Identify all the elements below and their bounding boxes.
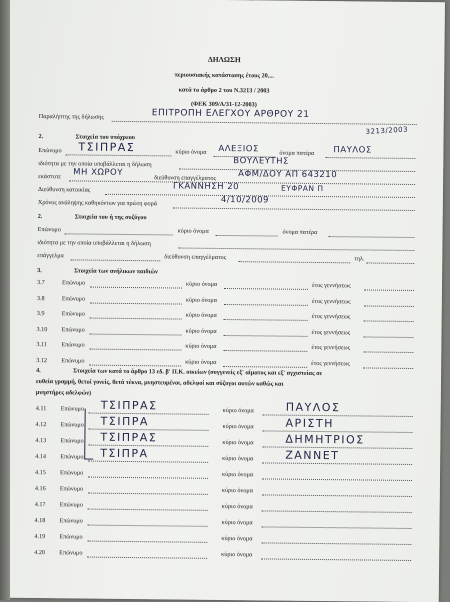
- spouse-job-label: επάγγελμα: [37, 252, 64, 260]
- spouse-job-address-field[interactable]: [238, 261, 350, 263]
- relative-name-field[interactable]: [262, 462, 412, 465]
- father-label: όνομα πατέρα: [279, 149, 315, 157]
- relative-surname-field[interactable]: [88, 477, 208, 479]
- child-row-number: 3.12: [36, 356, 48, 364]
- child-birth-year-label: έτος γεννήσεως: [311, 343, 351, 352]
- spouse-name-label: κύριο όνομα: [177, 227, 209, 235]
- recipient-handwritten: ΕΠΙΤΡΟΠΗ ΕΛΕΓΧΟΥ ΑΡΘΡΟΥ 21: [151, 108, 310, 120]
- employer-field[interactable]: [69, 180, 415, 185]
- section-title-taxpayer: Στοιχεία του υπόχρεου: [75, 133, 136, 142]
- child-name-label: κύριο όνομα: [185, 327, 217, 335]
- child-name-label: κύριο όνομα: [185, 280, 218, 288]
- child-row-number: 3.9: [36, 310, 45, 318]
- name-label: κύριο όνομα: [175, 148, 207, 156]
- child-birth-year-field[interactable]: [364, 320, 414, 322]
- start-year-label: Χρόνος ανάληψης καθηκόντων για πρώτη φορά: [37, 199, 158, 208]
- relative-name-label: κύριο όνομα: [222, 406, 254, 415]
- child-surname-label: Επώνυμο: [61, 294, 86, 303]
- relative-row-number: 4.17: [34, 501, 46, 509]
- spouse-capacity-field[interactable]: [178, 248, 414, 251]
- relative-name-label: κύριο όνομα: [221, 502, 253, 511]
- relative-row-number: 4.12: [35, 421, 47, 429]
- spouse-capacity-label: ιδιότητα με την οποία υποβάλλεται η δήλωση: [37, 239, 151, 248]
- relative-name-field[interactable]: [262, 510, 412, 513]
- child-birth-year-field[interactable]: [364, 289, 414, 291]
- child-name-field[interactable]: [223, 350, 307, 352]
- child-surname-label: Επώνυμο: [61, 325, 85, 334]
- child-surname-field[interactable]: [89, 333, 181, 335]
- relative-surname-label: Επώνυμο: [60, 453, 84, 461]
- start-year-handwritten: 4/10/2009: [220, 194, 270, 206]
- child-surname-field[interactable]: [90, 318, 182, 320]
- spouse-father-label: όνομα πατέρα: [282, 228, 318, 236]
- relative-name-handwritten: ΖΑΝΝΕΤ: [285, 448, 340, 463]
- relative-name-label: κύριο όνομα: [222, 422, 254, 431]
- child-birth-year-label: έτος γεννήσεως: [311, 328, 351, 336]
- section-title-spouse: Στοιχεία του ή της συζύγου: [74, 213, 147, 222]
- form-subtitle-gazette: (ΦΕΚ 309/Α/31-12-2003): [190, 100, 257, 109]
- relative-surname-field[interactable]: [87, 525, 207, 527]
- section-number: 4.: [36, 367, 41, 375]
- child-surname-field[interactable]: [90, 287, 182, 289]
- child-birth-year-label: έτος γεννήσεως: [311, 281, 351, 290]
- child-name-label: κύριο όνομα: [185, 358, 217, 366]
- section-title-relatives-2: ευθεία γραμμή, θετοί γονείς, θετά τέκνα, μνηστευμένοι, αδελφοί και σύζυγοι αυτών καθώς και: [35, 378, 284, 388]
- relative-surname-label: Επώνυμο: [59, 549, 83, 557]
- section-number: 2.: [38, 133, 44, 141]
- child-name-label: κύριο όνομα: [185, 311, 217, 319]
- child-name-field[interactable]: [223, 366, 307, 368]
- child-birth-year-label: έτος γεννήσεως: [311, 359, 350, 367]
- relative-row-number: 4.11: [35, 405, 47, 413]
- child-birth-year-label: έτος γεννήσεως: [311, 312, 351, 321]
- relative-name-label: κύριο όνομα: [221, 518, 253, 527]
- recipient-handwritten-law: 3213/2003: [365, 125, 409, 136]
- home-address-label: Διεύθυνση κατοικίας: [37, 186, 91, 194]
- child-surname-field[interactable]: [90, 302, 182, 304]
- relative-name-label: κύριο όνομα: [222, 454, 254, 463]
- child-name-field[interactable]: [223, 335, 307, 337]
- child-birth-year-field[interactable]: [363, 367, 413, 369]
- relative-name-handwritten: ΠΑΥΛΟΣ: [285, 400, 341, 415]
- start-year-field[interactable]: [173, 207, 415, 211]
- home-address-handwritten: ΓΚΑΝΝΗΣΗ 20: [172, 181, 240, 193]
- relative-surname-handwritten: ΤΣΙΠΡΑΣ: [100, 430, 158, 445]
- spouse-surname-label: Επώνυμο: [37, 226, 61, 234]
- child-name-label: κύριο όνομα: [185, 296, 218, 304]
- relative-name-label: κύριο όνομα: [221, 550, 253, 559]
- child-surname-label: Επώνυμο: [61, 341, 85, 349]
- surname-field[interactable]: [65, 154, 171, 156]
- section-number: 3.: [37, 267, 42, 275]
- page-shadow: [0, 0, 10, 600]
- child-name-field[interactable]: [224, 319, 308, 321]
- child-birth-year-field[interactable]: [364, 305, 414, 307]
- child-row-number: 3.11: [36, 341, 48, 349]
- child-row-number: 3.8: [36, 294, 45, 302]
- recipient-line[interactable]: [112, 121, 417, 125]
- section-number: 2.: [37, 213, 43, 221]
- relative-name-label: κύριο όνομα: [221, 486, 254, 495]
- child-row-number: 3.10: [36, 325, 48, 333]
- employer-handwritten: ΜΗ ΧΩΡΟΥ: [73, 167, 124, 178]
- relative-surname-handwritten: ΤΣΙΠΡΑ: [100, 446, 149, 461]
- capacity-label: ιδιότητα με την οποία υποβάλλεται η δήλωση: [38, 160, 152, 169]
- relative-surname-label: Επώνυμο: [60, 469, 84, 477]
- spouse-father-field[interactable]: [329, 236, 415, 238]
- relative-name-field[interactable]: [261, 526, 411, 529]
- relative-name-label: κύριο όνομα: [221, 470, 254, 479]
- child-surname-label: Επώνυμο: [61, 310, 85, 318]
- child-surname-field[interactable]: [89, 364, 181, 366]
- home-area-handwritten: ΕΥΦΡΑΝ Π: [280, 183, 324, 194]
- child-name-field[interactable]: [224, 304, 308, 306]
- form-subtitle-law: κατά το άρθρο 2 του Ν.3213 / 2003: [178, 86, 270, 95]
- relative-surname-field[interactable]: [87, 541, 207, 543]
- spouse-name-field[interactable]: [216, 235, 278, 237]
- relative-name-field[interactable]: [261, 558, 411, 561]
- section-title-children: Στοιχεία των ανήλικων παιδιών: [74, 267, 158, 276]
- relative-surname-field[interactable]: [87, 557, 207, 559]
- relative-surname-field[interactable]: [88, 493, 208, 495]
- child-row-number: 3.7: [36, 279, 45, 287]
- father-field[interactable]: [325, 157, 415, 159]
- relative-surname-field[interactable]: [88, 509, 208, 511]
- surname-handwritten: ΤΣΙΠΡΑΣ: [78, 140, 136, 155]
- relative-row-number: 4.18: [34, 517, 46, 525]
- relative-name-handwritten: ΑΡΙΣΤΗ: [285, 416, 334, 431]
- recipient-label: Παραλήπτης της δήλωσης: [38, 113, 104, 121]
- father-handwritten: ΠΑΥΛΟΣ: [333, 145, 372, 156]
- employer-label: εκάστοτε: [38, 173, 62, 181]
- relative-surname-label: Επώνυμο: [59, 517, 83, 525]
- relative-surname-label: Επώνυμο: [59, 485, 84, 493]
- relative-surname-label: Επώνυμο: [60, 405, 84, 413]
- form-title: ΔΗΛΩΣΗ: [208, 54, 241, 65]
- spouse-surname-field[interactable]: [65, 233, 173, 235]
- child-birth-year-label: έτος γεννήσεως: [311, 297, 351, 305]
- spouse-tel-label: τηλ.: [354, 255, 365, 263]
- child-surname-field[interactable]: [89, 349, 181, 351]
- capacity-handwritten: ΒΟΥΛΕΥΤΗΣ: [233, 156, 289, 167]
- section-title-relatives-1: Στοιχεία των κατά το άρθρο 13 εδ. β' Π.Κ. οικείων (συγγενείς εξ' αίματος και εξ' αγχιστείας σε: [73, 367, 323, 378]
- relative-name-field[interactable]: [262, 494, 412, 497]
- relative-row-number: 4.15: [35, 469, 46, 477]
- child-birth-year-field[interactable]: [363, 336, 413, 338]
- relative-surname-label: Επώνυμο: [60, 437, 84, 445]
- relative-name-label: κύριο όνομα: [221, 534, 253, 543]
- spouse-tel-field[interactable]: [366, 262, 414, 264]
- child-surname-label: Επώνυμο: [61, 356, 85, 365]
- relative-row-number: 4.19: [34, 533, 46, 541]
- relative-row-number: 4.16: [34, 485, 46, 493]
- relative-name-field[interactable]: [262, 478, 412, 481]
- child-name-field[interactable]: [224, 288, 308, 290]
- spouse-job-field[interactable]: [70, 259, 160, 261]
- form-subtitle-year: περιουσιακής κατάστασης έτους 20....: [174, 71, 274, 80]
- relative-surname-handwritten: ΤΣΙΠΡΑΣ: [100, 398, 158, 413]
- name-handwritten: ΑΛΕΞΙΟΣ: [218, 143, 259, 155]
- relative-surname-label: Επώνυμο: [60, 421, 84, 429]
- relative-surname-field[interactable]: [88, 461, 208, 463]
- child-birth-year-field[interactable]: [363, 351, 413, 353]
- surname-label: Επώνυμο: [38, 147, 62, 155]
- child-name-label: κύριο όνομα: [185, 342, 217, 350]
- relative-row-number: 4.20: [34, 549, 46, 557]
- relative-surname-label: Επώνυμο: [59, 501, 83, 509]
- tax-id-handwritten: ΑΦΜ/ΔΟΥ ΑΠ 643210: [238, 169, 338, 181]
- section-title-relatives-3: μνηστήρες αδελφών): [35, 389, 92, 397]
- relative-name-handwritten: ΔΗΜΗΤΡΙΟΣ: [285, 432, 365, 447]
- relative-name-label: κύριο όνομα: [222, 438, 254, 447]
- job-address-label: διεύθυνση επαγγέλματος: [154, 174, 216, 182]
- spouse-job-address-label: διεύθυνση επαγγέλματος: [164, 253, 227, 262]
- relative-row-number: 4.13: [35, 437, 47, 445]
- handwritten-bracket: [84, 409, 94, 460]
- relative-row-number: 4.14: [35, 453, 47, 461]
- relative-name-field[interactable]: [261, 542, 411, 545]
- child-surname-label: Επώνυμο: [61, 279, 86, 287]
- relative-surname-handwritten: ΤΣΙΠΡΑ: [100, 414, 149, 429]
- relative-surname-label: Επώνυμο: [59, 533, 83, 541]
